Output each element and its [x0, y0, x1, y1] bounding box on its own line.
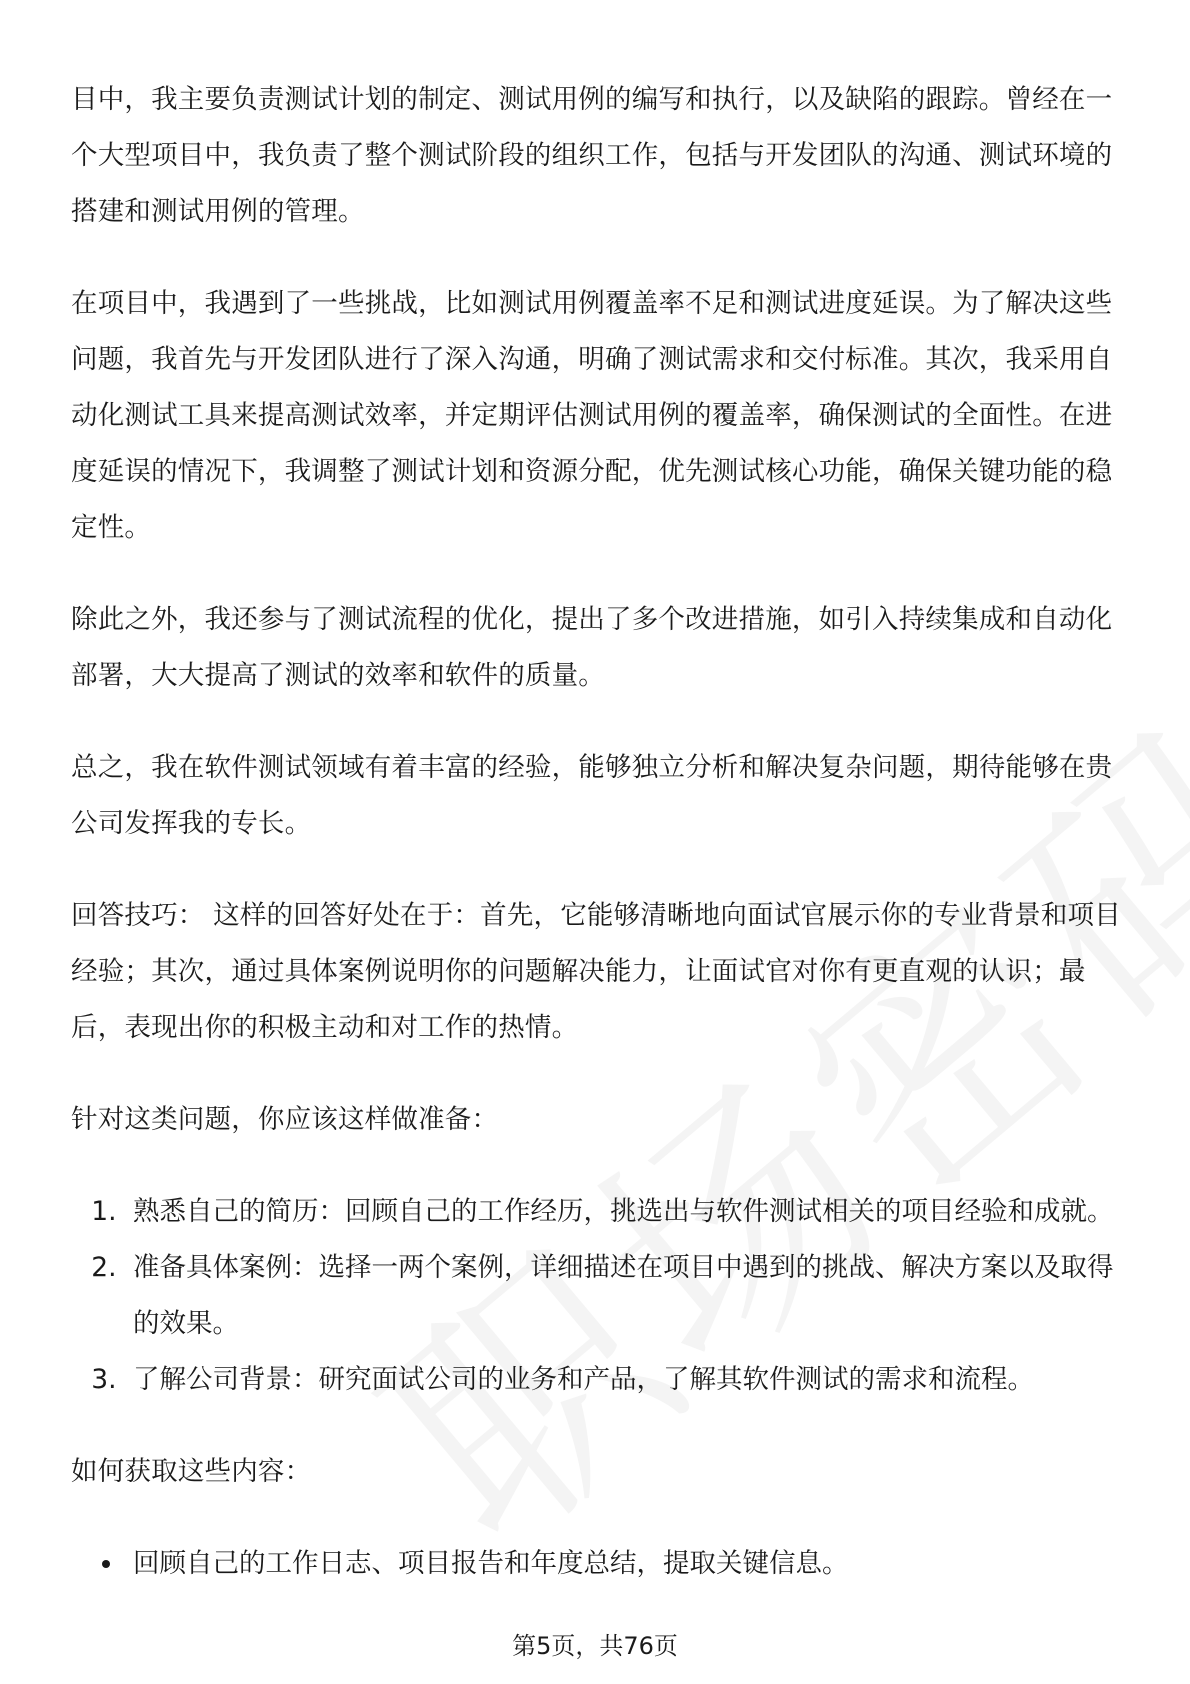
- paragraph-optimization: 除此之外，我还参与了测试流程的优化，提出了多个改进措施，如引入持续集成和自动化部署，大大提高了测试的效率和软件的质量。: [71, 604, 1113, 691]
- list-item: • 回顾自己的工作日志、项目报告和年度总结，提取关键信息。: [125, 1536, 1121, 1592]
- list-item: 3. 了解公司背景：研究面试公司的业务和产品，了解其软件测试的需求和流程。: [125, 1352, 1121, 1408]
- paragraph-experience: 目中，我主要负责测试计划的制定、测试用例的编写和执行，以及缺陷的跟踪。曾经在一个大型项目中，我负责了整个测试阶段的组织工作，包括与开发团队的沟通、测试环境的搭建和测试用例的管理。: [71, 84, 1113, 227]
- how-to-bullet-list: [71, 1536, 1121, 1592]
- paragraph-answer-tips: 回答技巧： 这样的回答好处在于：首先，它能够清晰地向面试官展示你的专业背景和项目经验；其次，通过具体案例说明你的问题解决能力，让面试官对你有更直观的认识；最后，表现出你的积极主动和对工作的热情。: [71, 900, 1121, 1043]
- list-item: 1. 熟悉自己的简历：回顾自己的工作经历，挑选出与软件测试相关的项目经验和成就。: [125, 1184, 1121, 1240]
- how-to-heading: 如何获取这些内容：: [71, 1456, 312, 1487]
- preparation-steps-list: [71, 1184, 1121, 1408]
- paragraph-preparation-intro: 针对这类问题，你应该这样做准备：: [71, 1104, 499, 1135]
- list-item: 2. 准备具体案例：选择一两个案例，详细描述在项目中遇到的挑战、解决方案以及取得的效果。: [125, 1240, 1121, 1352]
- page-number-footer: 第5页，共76页: [512, 1632, 678, 1660]
- document-body: [71, 72, 1121, 1592]
- paragraph-challenges: 在项目中，我遇到了一些挑战，比如测试用例覆盖率不足和测试进度延误。为了解决这些问题，我首先与开发团队进行了深入沟通，明确了测试需求和交付标准。其次，我采用自动化测试工具来提高测试效率，并定期评估测试用例的覆盖率，确保测试的全面性。在进度延误的情况下，我调整了测试计划和资源分配，优先测试核心功能，确保关键功能的稳定性。: [71, 288, 1113, 543]
- paragraph-summary: 总之，我在软件测试领域有着丰富的经验，能够独立分析和解决复杂问题，期待能够在贵公司发挥我的专长。: [71, 752, 1113, 839]
